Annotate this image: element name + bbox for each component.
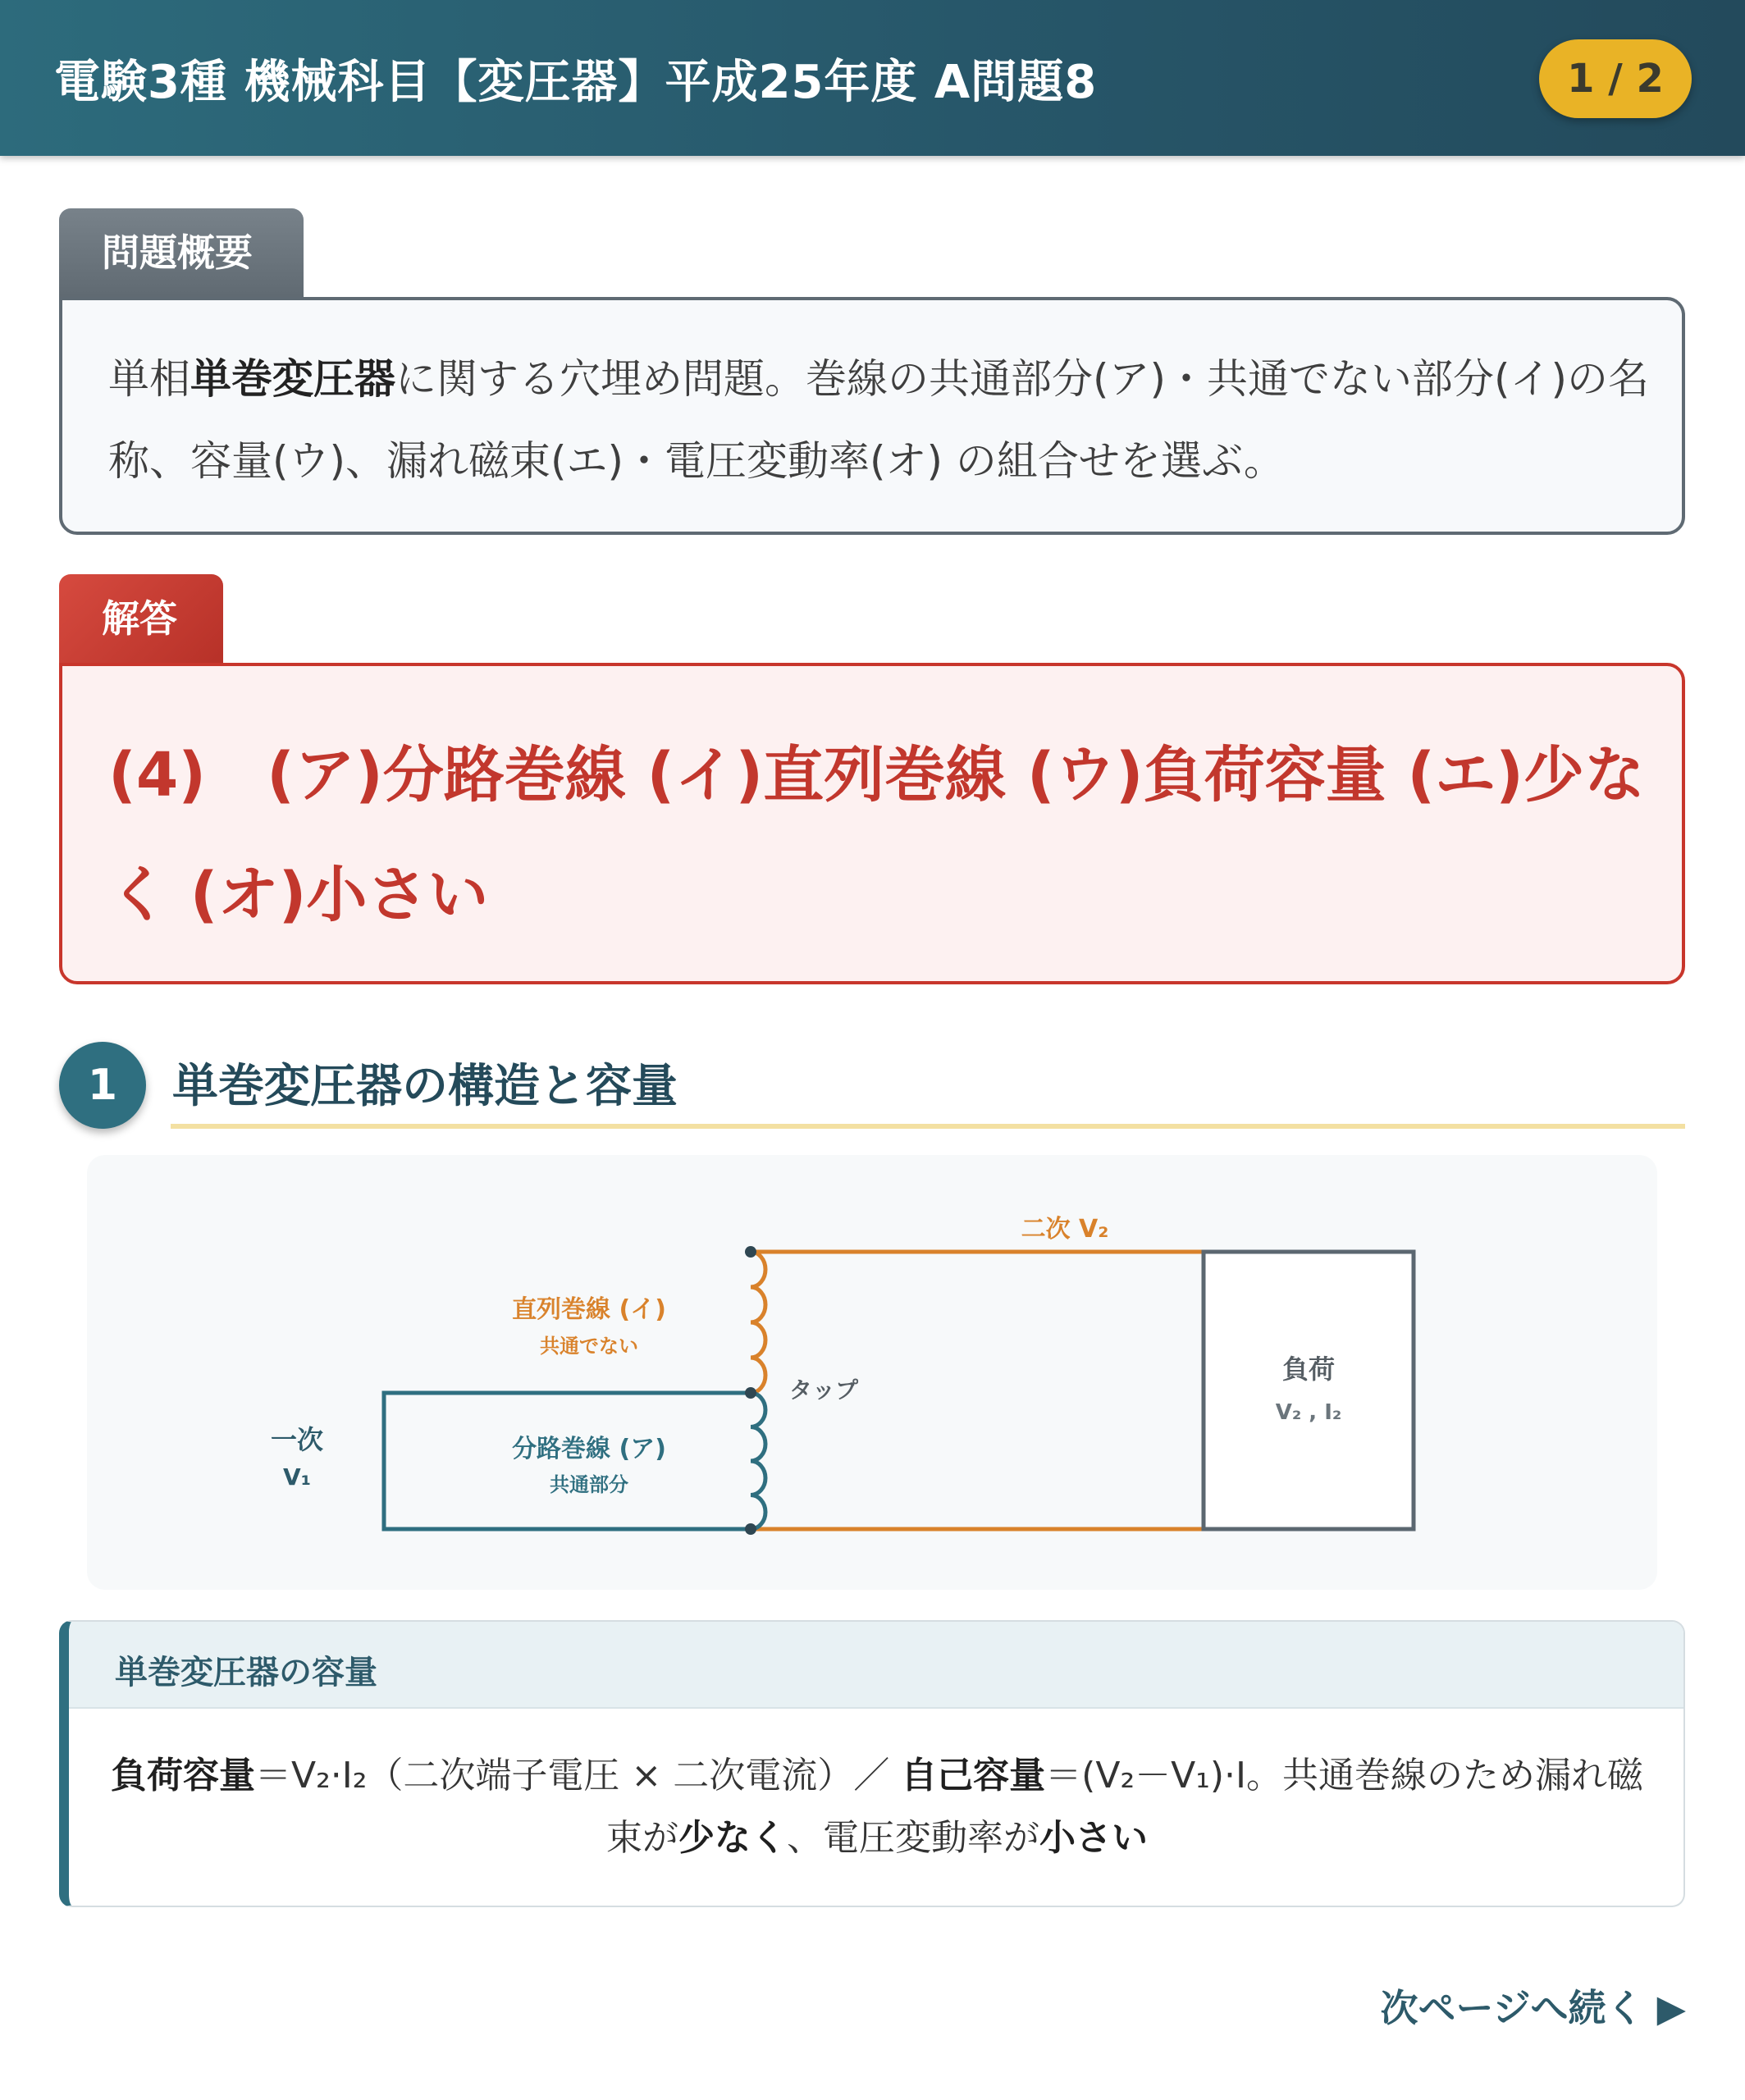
tap-label: タップ [789,1376,859,1404]
series-winding-coil [751,1252,765,1393]
primary-label: 一次 [270,1424,324,1455]
primary-sublabel: V₁ [283,1463,311,1491]
autotransformer-diagram [87,1155,1657,1590]
overview-tab-label: 問題概要 [59,208,304,297]
overview-box [59,297,1685,535]
capacity-formula-box [59,1620,1685,1907]
formula-text-2: ＝(V₂－V₁)·I。共通巻線のため漏れ磁束が [606,1755,1643,1859]
overview-text [108,338,1651,502]
shunt-winding-coil [751,1393,765,1529]
page-title: 電験3種 機械科目【変圧器】平成25年度 A問題8 [54,56,1098,109]
formula-header [69,1622,1683,1709]
overview-text-pre: 単相 [108,355,190,403]
formula-title: 単巻変圧器の容量 [115,1654,377,1691]
load-box [1204,1252,1414,1529]
section-number-badge: 1 [59,1042,146,1129]
load-label: 負荷 [1281,1354,1336,1385]
overview-text-bold: 単巻変圧器 [190,355,395,403]
secondary-label: 二次 V₂ [1021,1215,1109,1244]
section-title: 単巻変圧器の構造と容量 [172,1060,678,1113]
next-page-link[interactable]: 次ページへ続く ▶ [1380,1986,1686,2030]
formula-small: 小さい [1039,1817,1148,1859]
tap-dot [745,1387,756,1399]
formula-load-capacity: 負荷容量 [111,1755,256,1796]
series-winding-label: 直列巻線 (イ) [512,1295,666,1324]
load-sublabel: V₂ , I₂ [1275,1400,1342,1425]
shunt-winding-label: 分路巻線 (ア) [512,1435,666,1463]
answer-text: (4) (ア)分路巻線 (イ)直列巻線 (ウ)負荷容量 (エ)少なく (オ)小さい [108,740,1645,930]
series-winding-sublabel: 共通でない [540,1335,638,1358]
overview-text-post: に関する穴埋め問題。巻線の共通部分(ア)・共通でない部分(イ)の名称、容量(ウ)、漏れ磁束(エ)・電圧変動率(オ) の組合せを選ぶ。 [108,355,1650,485]
formula-less: 少なく [678,1817,787,1859]
bottom-terminal-dot [745,1523,756,1535]
section-divider [171,1124,1685,1129]
header-bar [0,0,1745,156]
top-terminal-dot [745,1246,756,1258]
page-indicator-badge: 1 / 2 [1539,39,1692,118]
answer-box [59,663,1685,984]
answer-tab-label: 解答 [59,574,223,663]
shunt-winding-sublabel: 共通部分 [550,1473,628,1496]
formula-text-1: ＝V₂·I₂（二次端子電圧 × 二次電流）／ [255,1755,902,1796]
formula-text [102,1745,1652,1869]
formula-self-capacity: 自己容量 [901,1755,1046,1796]
formula-text-3: 、電圧変動率が [787,1817,1039,1859]
